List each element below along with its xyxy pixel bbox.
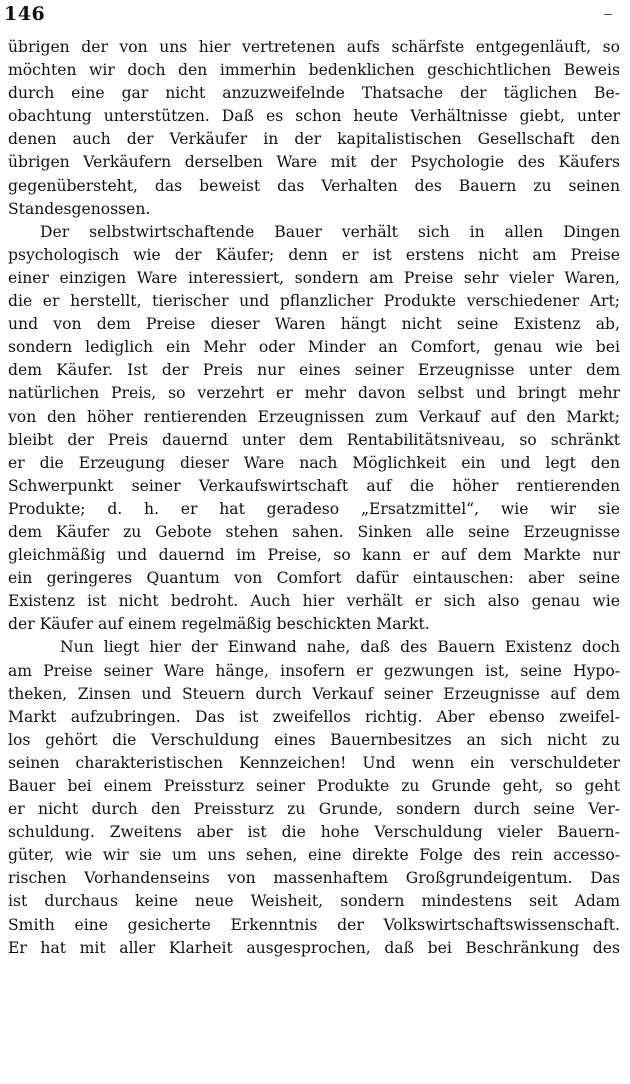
text-line: ist durchaus keine neue Weisheit, sondern mindestens seit Adam: [8, 892, 620, 911]
text-line: bleibt der Preis dauernd unter dem Rentabilitätsniveau, so schränkt: [8, 430, 620, 449]
text-line: einer einzigen Ware interessiert, sondern am Preise sehr vieler Waren,: [8, 268, 620, 287]
text-line: Markt aufzubringen. Das ist zweifellos richtig. Aber ebenso zweifel-: [8, 707, 620, 726]
text-line: der Käufer auf einem regelmäßig beschickten Markt.: [8, 615, 430, 634]
text-line: übrigen Verkäufern derselben Ware mit der Psychologie des Käufers: [8, 153, 620, 172]
text-line: Nun liegt hier der Einwand nahe, daß des Bauern Existenz doch: [60, 638, 620, 657]
text-line: psychologisch wie der Käufer; denn er ist erstens nicht am Preise: [8, 245, 620, 264]
text-line: möchten wir doch den immerhin bedenklichen geschichtlichen Beweis: [8, 61, 620, 80]
text-line: er nicht durch den Preissturz zu Grunde, sondern durch seine Ver-: [8, 800, 620, 819]
text-line: theken, Zinsen und Steuern durch Verkauf seiner Erzeugnisse auf dem: [8, 684, 620, 703]
body-text: [8, 36, 620, 983]
text-line: er die Erzeugung dieser Ware nach Möglichkeit ein und legt den: [8, 453, 620, 472]
text-line: Standesgenossen.: [8, 199, 151, 218]
text-line: rischen Vorhandenseins von massenhaftem Großgrundeigentum. Das: [8, 869, 620, 888]
text-line: Existenz ist nicht bedroht. Auch hier verhält er sich also genau wie: [8, 592, 620, 611]
text-line: am Preise seiner Ware hänge, insofern er gezwungen ist, seine Hypo-: [8, 661, 620, 680]
text-line: seinen charakteristischen Kennzeichen! Und wenn ein verschuldeter: [8, 753, 620, 772]
text-line: Bauer bei einem Preissturz seiner Produkte zu Grunde geht, so geht: [8, 777, 620, 795]
text-line: von den höher rentierenden Erzeugnissen zum Verkauf auf den Markt;: [8, 407, 620, 426]
text-line: Produkte; d. h. er hat geradeso „Ersatzmittel“, wie wir sie: [8, 499, 620, 518]
text-line: dem Käufer zu Gebote stehen sahen. Sinken alle seine Erzeugnisse: [8, 522, 620, 541]
text-line: gegenübersteht, das beweist das Verhalten des Bauern zu seinen: [8, 176, 620, 195]
text-line: natürlichen Preis, so verzehrt er mehr davon selbst und bringt mehr: [8, 384, 620, 403]
text-line: denen auch der Verkäufer in der kapitalistischen Gesellschaft den: [8, 130, 620, 149]
text-line: Der selbstwirtschaftende Bauer verhält sich in allen Dingen: [40, 222, 620, 241]
page-number: 146: [4, 3, 46, 25]
text-line: übrigen der von uns hier vertretenen aufs schärfste entgegenläuft, so: [8, 38, 620, 56]
text-line: sondern lediglich ein Mehr oder Minder an Comfort, genau wie bei: [8, 338, 620, 357]
header-mark: [604, 14, 612, 15]
text-line: und von dem Preise dieser Waren hängt nicht seine Existenz ab,: [8, 315, 620, 334]
text-line: schuldung. Zweitens aber ist die hohe Verschuldung vieler Bauern-: [8, 823, 620, 842]
text-line: Smith eine gesicherte Erkenntnis der Volkswirtschaftswissenschaft.: [8, 915, 620, 934]
text-line: gleichmäßig und dauernd im Preise, so kann er auf dem Markte nur: [8, 546, 620, 565]
text-line: güter, wie wir sie um uns sehen, eine direkte Folge des rein accesso-: [8, 846, 620, 865]
text-line: Schwerpunkt seiner Verkaufswirtschaft auf die höher rentierenden: [8, 476, 620, 495]
text-line: durch eine gar nicht anzuzweifelnde Thatsache der täglichen Be-: [8, 84, 620, 103]
text-line: [8, 960, 620, 983]
text-line: los gehört die Verschuldung eines Bauernbesitzes an sich nicht zu: [8, 730, 620, 749]
text-line: obachtung unterstützen. Daß es schon heute Verhältnisse giebt, unter: [8, 107, 620, 126]
text-line: die er herstellt, tierischer und pflanzlicher Produkte verschiedener Art;: [8, 292, 620, 311]
text-line: Er hat mit aller Klarheit ausgesprochen, daß bei Beschränkung des: [8, 938, 620, 957]
text-line: dem Käufer. Ist der Preis nur eines seiner Erzeugnisse unter dem: [8, 361, 620, 380]
text-line: ein geringeres Quantum von Comfort dafür eintauschen: aber seine: [8, 569, 620, 588]
